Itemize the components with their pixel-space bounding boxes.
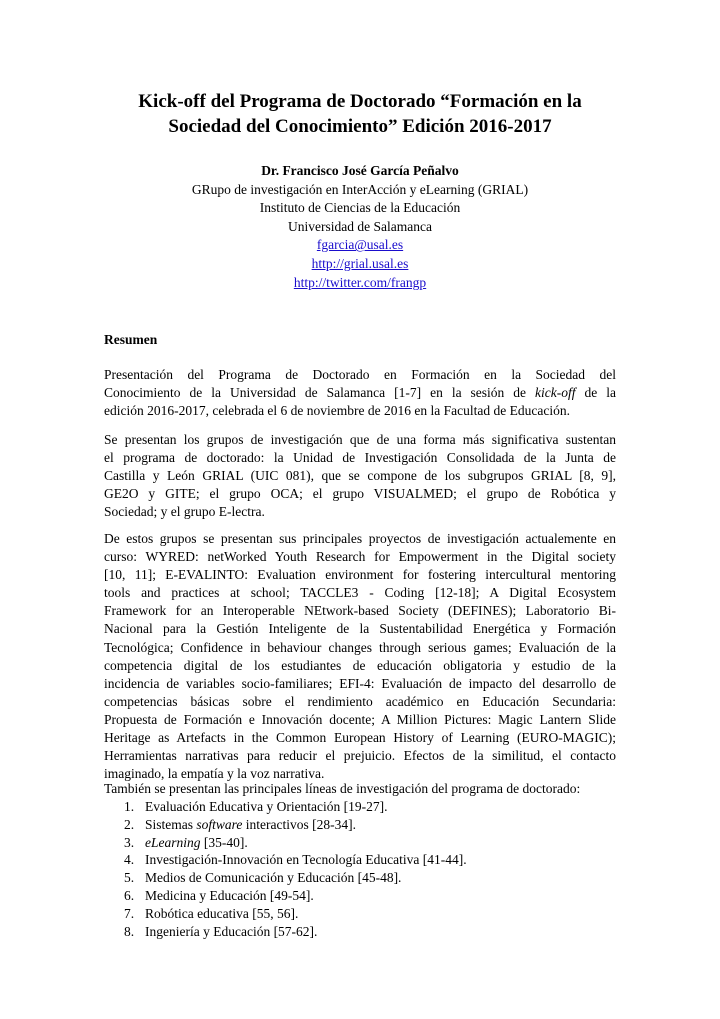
list-number: 5. bbox=[124, 870, 135, 886]
list-item bbox=[104, 887, 616, 905]
paper-title bbox=[104, 89, 616, 139]
title-line-2: Sociedad del Conocimiento” Edición 2016-2017 bbox=[168, 116, 552, 137]
author-affiliation-group: GRupo de investigación en InterAcción y eLearning (GRIAL) bbox=[191, 181, 529, 197]
list-item bbox=[104, 923, 616, 941]
text-line: Heritage as Artefacts in the Common European History of Learning (EURO-MAGIC); bbox=[104, 730, 616, 746]
abstract-paragraph-4 bbox=[104, 780, 616, 798]
abstract-paragraph-2 bbox=[104, 431, 616, 521]
list-text: Sistemas bbox=[145, 816, 197, 832]
list-item bbox=[104, 834, 616, 852]
text-line: [10, 11]; E-EVALINTO: Evaluation environment for fostering intercultural mentoring bbox=[104, 567, 616, 583]
text-line bbox=[104, 384, 616, 402]
list-text: Investigación-Innovación en Tecnología Educativa [41-44]. bbox=[145, 852, 467, 868]
list-text: Robótica educativa [55, 56]. bbox=[145, 905, 299, 921]
list-text: Evaluación Educativa y Orientación [19-27]. bbox=[145, 799, 388, 814]
text-line: edición 2016-2017, celebrada el 6 de noviembre de 2016 en la Facultad de Educación. bbox=[104, 403, 570, 419]
list-number: 8. bbox=[124, 923, 135, 939]
abstract-heading: Resumen bbox=[104, 332, 158, 347]
text-span: de la bbox=[575, 385, 616, 401]
abstract-paragraph-1 bbox=[104, 366, 616, 420]
text-line: tools and practices at school; TACCLE3 - Coding [12-18]; A Digital Ecosystem bbox=[104, 585, 616, 601]
author-website-link[interactable]: http://grial.usal.es bbox=[311, 255, 409, 271]
list-number: 4. bbox=[124, 852, 135, 868]
list-number: 3. bbox=[124, 834, 135, 850]
text-line: incidencia de variables socio-familiares; EFI-4: Evaluación de impacto del desarrollo de bbox=[104, 675, 616, 691]
text-line: De estos grupos se presentan sus principales proyectos de investigación actualemente en bbox=[104, 531, 616, 546]
text-line: imaginado, la empatía y la voz narrativa. bbox=[104, 766, 325, 782]
text-line: Propuesta de Formación e Innovación docente; A Million Pictures: Magic Lantern Slide bbox=[104, 711, 616, 727]
author-name: Dr. Francisco José García Peñalvo bbox=[261, 163, 459, 178]
list-number: 7. bbox=[124, 905, 135, 921]
list-item bbox=[104, 851, 616, 869]
title-line-1: Kick-off del Programa de Doctorado “Formación en la bbox=[138, 91, 582, 112]
abstract-paragraph-3 bbox=[104, 530, 616, 783]
list-item bbox=[104, 798, 616, 816]
author-email-link[interactable]: fgarcia@usal.es bbox=[316, 237, 404, 253]
list-text: Medicina y Educación [49-54]. bbox=[145, 887, 314, 903]
list-item bbox=[104, 816, 616, 834]
italic-term: kick-off bbox=[535, 385, 576, 401]
research-lines-list bbox=[104, 798, 616, 940]
text-line: competencia digital de los estudiantes de educación obligatoria y estudio de la bbox=[104, 657, 616, 673]
text-line: curso: WYRED: netWorked Youth Research for Empowerment in the Digital society bbox=[104, 549, 616, 565]
list-item bbox=[104, 905, 616, 923]
text-line: Herramientas narrativas para reducir el prejuicio. Efectos de la similitud, el contacto bbox=[104, 748, 616, 764]
author-affiliation-institute: Instituto de Ciencias de la Educación bbox=[259, 200, 461, 216]
text-line: el programa de doctorado: la Unidad de Investigación Consolidada de la Junta de bbox=[104, 450, 616, 466]
list-number: 2. bbox=[124, 816, 135, 832]
text-line: Se presentan los grupos de investigación que de una forma más significativa sustentan bbox=[104, 432, 616, 447]
italic-term: eLearning bbox=[145, 834, 201, 850]
author-block bbox=[104, 162, 616, 292]
list-number: 1. bbox=[124, 799, 135, 814]
text-line: Nacional para la Gestión Inteligente de la Sustentabilidad Energética y Formación bbox=[104, 621, 616, 637]
text-line: También se presentan las principales líneas de investigación del programa de doctorado: bbox=[104, 781, 581, 796]
list-number: 6. bbox=[124, 887, 135, 903]
list-text: Medios de Comunicación y Educación [45-48]. bbox=[145, 870, 402, 886]
list-text: interactivos [28-34]. bbox=[242, 816, 356, 832]
author-twitter-link[interactable]: http://twitter.com/frangp bbox=[293, 274, 427, 290]
author-affiliation-university: Universidad de Salamanca bbox=[288, 218, 432, 234]
text-span: Conocimiento de la Universidad de Salamanca [1-7] en la sesión de bbox=[104, 385, 536, 401]
text-line: Framework for an Interoperable NEtwork-based Society (DEFINES); Laboratorio Bi- bbox=[104, 603, 616, 619]
list-text: [35-40]. bbox=[200, 834, 248, 850]
italic-term: software bbox=[196, 816, 243, 832]
list-text: Ingeniería y Educación [57-62]. bbox=[145, 923, 318, 939]
text-line: GE2O y GITE; el grupo OCA; el grupo VISUALMED; el grupo de Robótica y bbox=[104, 486, 616, 502]
list-item bbox=[104, 869, 616, 887]
text-line: Presentación del Programa de Doctorado en Formación en la Sociedad del bbox=[104, 367, 616, 382]
text-line: Castilla y León GRIAL (UIC 081), que se compone de los subgrupos GRIAL [8, 9], bbox=[104, 468, 616, 484]
text-line: competencias básicas sobre el rendimiento académico en Educación Secundaria: bbox=[104, 693, 616, 709]
text-line: Tecnológica; Confidence in behaviour changes through serious games; Evaluación de la bbox=[104, 639, 616, 655]
text-line: Sociedad; y el grupo E-lectra. bbox=[104, 504, 265, 520]
